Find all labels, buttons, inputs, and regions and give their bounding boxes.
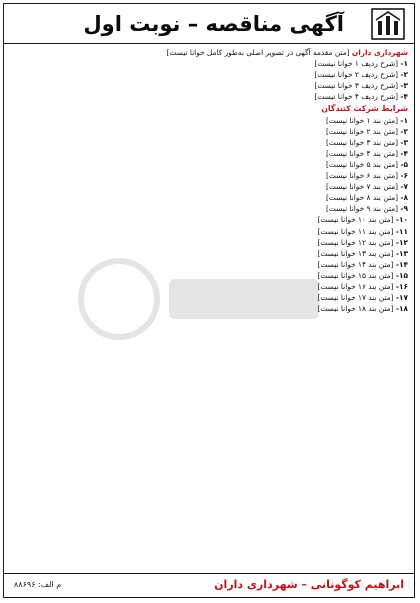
notice-header — [4, 4, 414, 44]
condition-item — [10, 116, 408, 126]
condition-item — [10, 182, 408, 192]
work-item — [10, 59, 408, 69]
work-number: ۳- — [400, 81, 408, 91]
condition-text: [متن بند ۹ خوانا نیست] — [326, 204, 399, 214]
condition-number: ۱۳- — [395, 248, 408, 258]
condition-item — [10, 204, 408, 214]
condition-text: [متن بند ۱۰ خوانا نیست] — [317, 215, 394, 225]
intro-lead: شهرداری داران — [351, 48, 408, 57]
condition-text: [متن بند ۴ خوانا نیست] — [326, 148, 399, 158]
condition-number: ۴- — [400, 148, 408, 158]
condition-text: [متن بند ۱۵ خوانا نیست] — [317, 270, 394, 280]
condition-item — [10, 171, 408, 181]
condition-text: [متن بند ۱۶ خوانا نیست] — [317, 281, 394, 291]
condition-text: [متن بند ۱ خوانا نیست] — [326, 115, 399, 125]
condition-number: ۸- — [400, 193, 408, 203]
footer-code: م الف: ۸۸۶۹۶ — [14, 580, 62, 589]
work-item — [10, 92, 408, 102]
condition-number: ۱۶- — [395, 281, 408, 291]
work-number: ۲- — [400, 70, 408, 80]
work-text: [شرح ردیف ۲ خوانا نیست] — [314, 70, 399, 80]
condition-text: [متن بند ۱۴ خوانا نیست] — [317, 259, 394, 269]
work-text: [شرح ردیف ۱ خوانا نیست] — [314, 59, 399, 69]
condition-text: [متن بند ۵ خوانا نیست] — [326, 159, 399, 169]
notice-page — [3, 3, 415, 598]
condition-number: ۱۱- — [395, 226, 408, 236]
footer-signature: ابراهیم کوگونانی – شهرداری داران — [214, 578, 404, 591]
condition-number: ۱۲- — [395, 237, 408, 247]
condition-item — [10, 260, 408, 270]
condition-item — [10, 293, 408, 303]
condition-item — [10, 271, 408, 281]
condition-number: ۲- — [400, 126, 408, 136]
condition-number: ۱- — [400, 115, 408, 125]
condition-text: [متن بند ۳ خوانا نیست] — [326, 137, 399, 147]
works-list — [10, 59, 408, 102]
condition-item — [10, 215, 408, 225]
condition-text: [متن بند ۷ خوانا نیست] — [326, 182, 399, 192]
condition-item — [10, 249, 408, 259]
condition-text: [متن بند ۱۷ خوانا نیست] — [317, 293, 394, 303]
condition-item — [10, 304, 408, 314]
condition-number: ۶- — [400, 171, 408, 181]
work-item — [10, 70, 408, 80]
work-number: ۱- — [400, 59, 408, 69]
condition-number: ۱۵- — [395, 270, 408, 280]
municipality-logo-icon — [370, 7, 406, 41]
notice-footer — [4, 573, 414, 597]
conditions-list — [10, 116, 408, 315]
condition-item — [10, 160, 408, 170]
notice-title: آگهی مناقصه – نوبت اول — [83, 12, 344, 36]
work-item — [10, 81, 408, 91]
condition-text: [متن بند ۱۱ خوانا نیست] — [317, 226, 394, 236]
condition-item — [10, 193, 408, 203]
condition-text: [متن بند ۸ خوانا نیست] — [326, 193, 399, 203]
condition-number: ۷- — [400, 182, 408, 192]
intro-paragraph — [10, 48, 408, 58]
condition-text: [متن بند ۱۲ خوانا نیست] — [317, 237, 394, 247]
conditions-heading: شرایط شرکت کنندگان — [321, 104, 408, 114]
condition-item — [10, 238, 408, 248]
condition-number: ۱۷- — [395, 293, 408, 303]
condition-item — [10, 282, 408, 292]
condition-text: [متن بند ۲ خوانا نیست] — [326, 126, 399, 136]
notice-body — [10, 48, 408, 571]
condition-number: ۱۸- — [395, 304, 408, 314]
condition-text: [متن بند ۶ خوانا نیست] — [326, 171, 399, 181]
condition-text: [متن بند ۱۸ خوانا نیست] — [317, 304, 394, 314]
condition-item — [10, 138, 408, 148]
condition-item — [10, 127, 408, 137]
condition-number: ۱۴- — [395, 259, 408, 269]
work-text: [شرح ردیف ۴ خوانا نیست] — [314, 92, 399, 102]
condition-item — [10, 227, 408, 237]
condition-number: ۵- — [400, 159, 408, 169]
condition-text: [متن بند ۱۳ خوانا نیست] — [317, 248, 394, 258]
condition-number: ۱۰- — [395, 215, 408, 225]
condition-item — [10, 149, 408, 159]
condition-number: ۳- — [400, 137, 408, 147]
condition-number: ۹- — [400, 204, 408, 214]
work-text: [شرح ردیف ۳ خوانا نیست] — [314, 81, 399, 91]
work-number: ۴- — [400, 92, 408, 102]
intro-text: [متن مقدمه آگهی در تصویر اصلی به‌طور کامل خوانا نیست] — [166, 48, 350, 57]
